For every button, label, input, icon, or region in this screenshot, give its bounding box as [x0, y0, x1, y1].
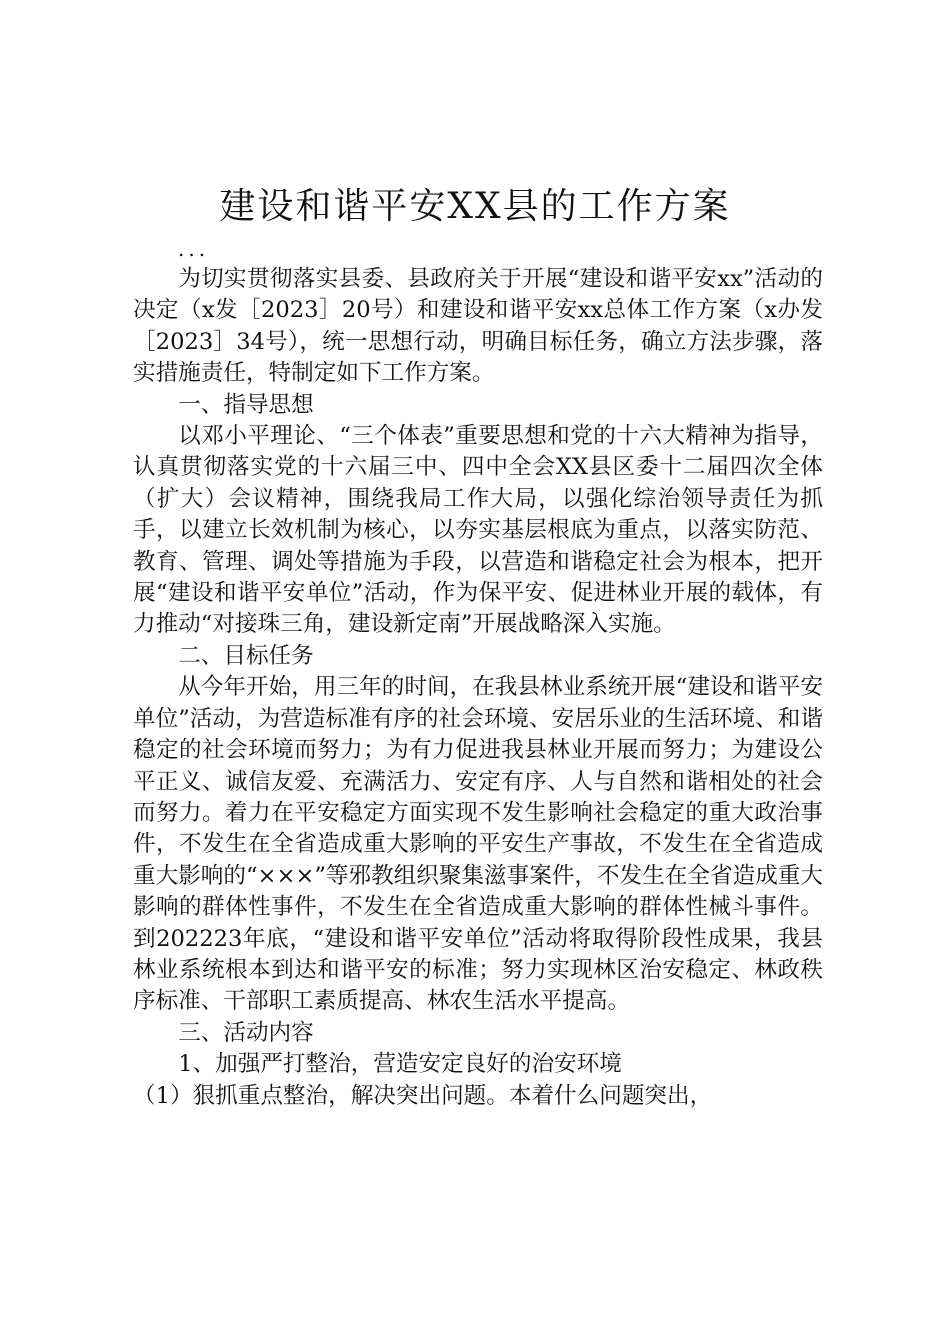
subsection-heading-crackdown: 1、加强严打整治，营造安定良好的治安环境 [178, 1051, 622, 1078]
document-title: 建设和谐平安XX县的工作方案 [219, 186, 731, 227]
ellipsis-marker: ... [178, 237, 210, 261]
section-heading-guiding-ideology: 一、指导思想 [178, 391, 314, 418]
crackdown-item-paragraph: （1）狠抓重点整治，解决突出问题。本着什么问题突出， [133, 1082, 713, 1109]
section-heading-goals: 二、目标任务 [178, 642, 314, 669]
goals-paragraph: 从今年开始，用三年的时间，在我县林业系统开展“建设和谐平安单位”活动，为营造标准有序的社会环境、安居乐业的生活环境、和谐稳定的社会环境而努力；为有力促进我县林业开展而努力；为建设公平正义、诚信友爱、充满活力、安定有序、人与自然和谐相处的社会而努力。着力在平安稳定方面实现不发生影响社会稳定的重大政治事件，不发生在全省造成重大影响的平安生产事故，不发生在全省造成重大影响的“×××”等邪教组织聚集滋事案件，不发生在全省造成重大影响的群体性事件，不发生在全省造成重大影响的群体性械斗事件。到202223年底，“建设和谐平安单位”活动将取得阶段性成果，我县林业系统根本到达和谐平安的标准；努力实现林区治安稳定、林政秩序标准、干部职工素质提高、林农生活水平提高。 [133, 674, 823, 1015]
section-heading-activities: 三、活动内容 [178, 1019, 314, 1046]
guiding-ideology-paragraph: 以邓小平理论、“三个体表”重要思想和党的十六大精神为指导，认真贯彻落实党的十六届三中、四中全会XX县区委十二届四次全体（扩大）会议精神，围绕我局工作大局，以强化综治领导责任为抓手，以建立长效机制为核心，以夯实基层根底为重点，以落实防范、教育、管理、调处等措施为手段，以营造和谐稳定社会为根本，把开展“建设和谐平安单位”活动，作为保平安、促进林业开展的载体，有力推动“对接珠三角，建设新定南”开展战略深入实施。 [133, 423, 823, 638]
document-body [133, 264, 823, 1112]
intro-paragraph: 为切实贯彻落实县委、县政府关于开展“建设和谐平安xx”活动的决定（x发［2023］20号）和建设和谐平安xx总体工作方案（x办发［2023］34号），统一思想行动，明确目标任务，确立方法步骤，落实措施责任，特制定如下工作方案。 [133, 266, 823, 387]
